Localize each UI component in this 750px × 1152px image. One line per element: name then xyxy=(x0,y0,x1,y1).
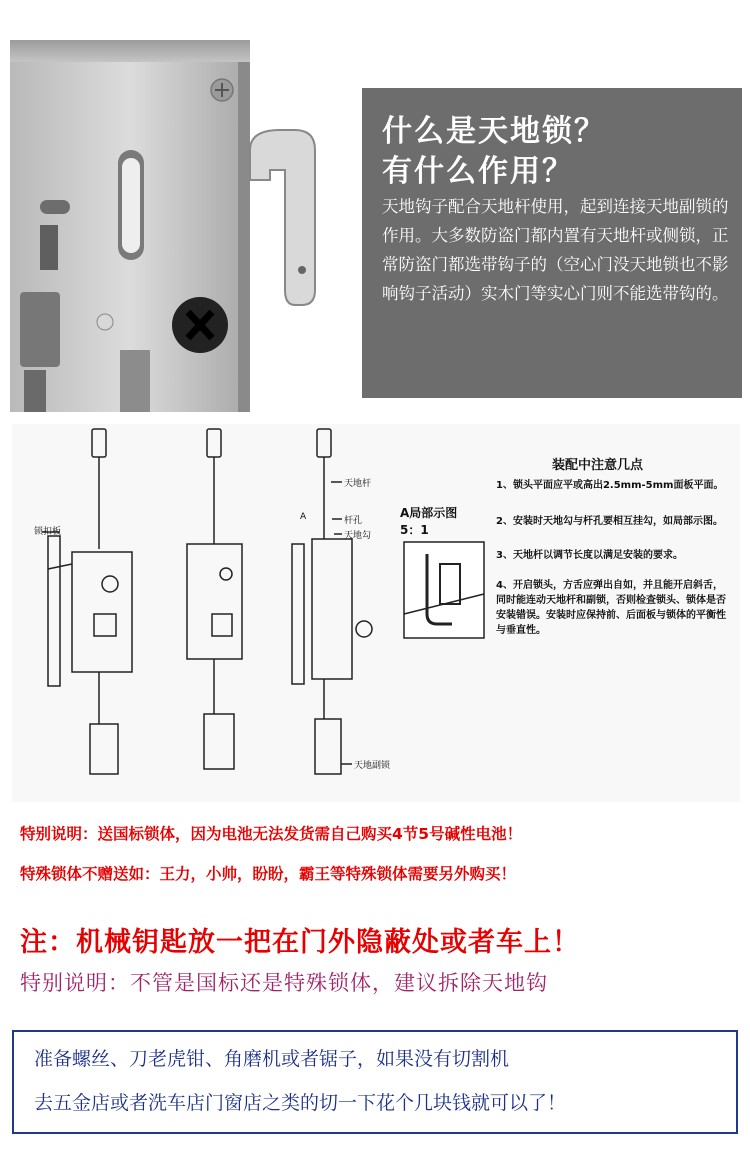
lock-body-photo xyxy=(10,40,250,412)
tools-note-line2: 去五金店或者洗车店门窗店之类的切一下花个几块钱就可以了！ xyxy=(34,1092,567,1114)
info-box xyxy=(362,88,742,398)
assembly-note-4: 4、开启锁头，方舌应弹出自如，并且能开启斜舌，同时能连动天地杆和副锁，否则检查锁头、锁体是否安装错误。安装时应保持前、后面板与锁体的平衡性与垂直性。 xyxy=(496,580,726,636)
label-faceplate: 锁扣板 xyxy=(34,527,62,537)
tools-note-box xyxy=(12,1030,738,1134)
label-tiandigan: 天地杆 xyxy=(344,479,372,489)
special-note-locks: 特殊锁体不赠送如：王力，小帅，盼盼，霸王等特殊锁体需要另外购买！ xyxy=(20,865,517,883)
special-note-battery: 特别说明：送国标锁体，因为电池无法发货需自己购买4节5号碱性电池！ xyxy=(20,825,523,843)
info-title-line1: 什么是天地锁？ xyxy=(382,114,606,149)
key-storage-note: 注：机械钥匙放一把在门外隐蔽处或者车上！ xyxy=(20,927,580,958)
remove-hook-note: 特别说明：不管是国标还是特殊锁体，建议拆除天地钩 xyxy=(20,971,548,995)
label-ganhole: 杆孔 xyxy=(344,516,363,526)
detail-title: A局部示图 xyxy=(400,506,458,520)
assembly-diagram xyxy=(12,424,740,802)
top-section xyxy=(0,0,750,420)
label-a-mark: A xyxy=(300,512,307,522)
assembly-note-2: 2、安装时天地勾与杆孔要相互挂勾，如局部示图。 xyxy=(496,516,723,527)
assembly-note-1: 1、锁头平面应平或高出2.5mm-5mm面板平面。 xyxy=(496,480,724,491)
info-body: 天地钩子配合天地杆使用，起到连接天地副锁的作用。大多数防盗门都内置有天地杆或侧锁，正常防盗门都选带钩子的（空心门没天地锁也不影响钩子活动）实木门等实心门则不能选带钩的。 xyxy=(382,197,729,303)
label-tiandifusuo: 天地副锁 xyxy=(354,761,391,771)
assembly-note-3: 3、天地杆以调节长度以满足安装的要求。 xyxy=(496,550,683,561)
label-tiandigou: 天地勾 xyxy=(344,531,372,541)
detail-scale: 5：1 xyxy=(400,523,429,537)
info-title-line2: 有什么作用？ xyxy=(382,154,574,189)
tools-note-line1: 准备螺丝、刀老虎钳、角磨机或者锯子，如果没有切割机 xyxy=(34,1048,510,1070)
assembly-notes-title: 装配中注意几点 xyxy=(552,458,644,473)
hook-bracket xyxy=(240,120,350,320)
